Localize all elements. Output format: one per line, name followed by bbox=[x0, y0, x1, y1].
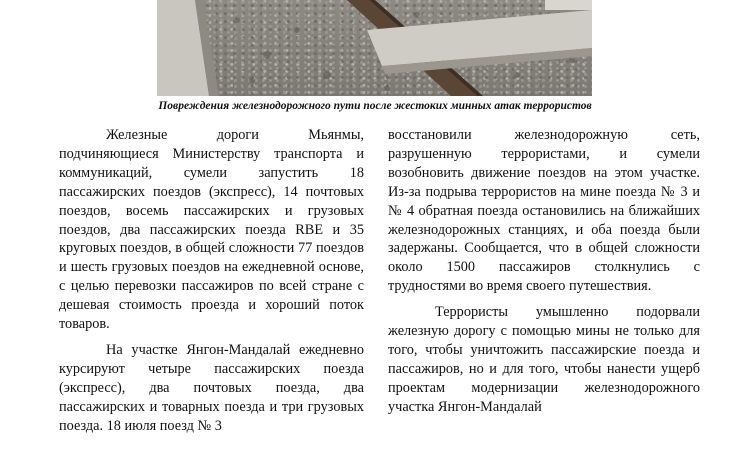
railway-photo-drawing bbox=[157, 0, 592, 96]
photo-caption: Повреждения железнодорожного пути после жестоких минных атак террористов bbox=[158, 100, 592, 112]
damaged-railway-photo bbox=[157, 0, 592, 96]
paragraph: восстановили железнодорожную сеть, разрушенную террористами, и сумели возобновить движение поездов на этом участке. Из-за подрыва террористов на мине поезда № 3 и № 4 обратная поезда остановились на ближайших железнодорожных станциях, и оба поезда были задержаны. Сообщается, что в общей сложности около 1500 пассажиров столкнулись с трудностями во время своего путешествия. bbox=[388, 127, 700, 295]
paragraph: Террористы умышленно подорвали железную дорогу с помощью мины не только для того, чтобы уничтожить пассажирские поезда и пассажиров, но и для того, чтобы нанести ущерб проектам модернизации железнодорожного участка Янгон-Мандалай bbox=[388, 304, 700, 415]
article-right-column bbox=[388, 126, 700, 424]
sleeper-far bbox=[545, 0, 592, 10]
paragraph: На участке Янгон-Мандалай ежедневно курсируют четыре пассажирских поезда (экспресс), два почтовых поезда, два пассажирских и товарных поезда и три грузовых поезда. 18 июля поезд № 3 bbox=[59, 341, 364, 434]
paragraph: Железные дороги Мьянмы, подчиняющиеся Министерству транспорта и коммуникаций, сумели запустить 18 пассажирских поездов (экспресс), 14 почтовых поездов, восемь пассажирских и грузовых поездов, два пассажирских поезда RBE и 35 круговых поездов, в общей сложности 77 поездов и шесть грузовых поездов на ежедневной основе, с целью перевозки пассажиров по всей стране с дешевая стоимость проезда и хороший поток товаров. bbox=[59, 127, 364, 333]
article-left-column bbox=[59, 126, 364, 443]
